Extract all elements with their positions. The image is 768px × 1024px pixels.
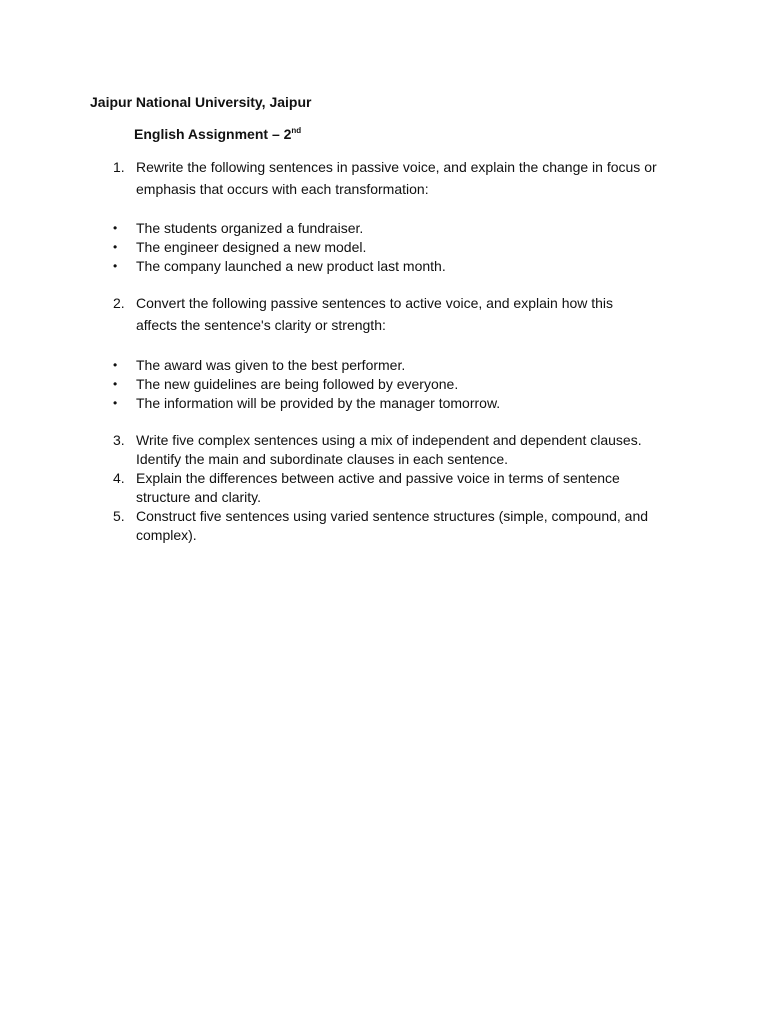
university-name: Jaipur National University, Jaipur <box>90 94 312 110</box>
bullet-icon: • <box>113 396 118 410</box>
question-number: 5. <box>113 508 125 524</box>
question-text: Rewrite the following sentences in passive voice, and explain the change in focus or emphasis that occurs with each transformation: <box>136 159 657 197</box>
bullet-icon: • <box>113 358 118 372</box>
bullet-icon: • <box>113 259 118 273</box>
list-item: • The award was given to the best performer. <box>113 357 406 373</box>
bullet-icon: • <box>113 377 118 391</box>
list-item: • The students organized a fundraiser. <box>113 220 364 236</box>
question-1-bullets <box>0 219 768 276</box>
question-number: 2. <box>113 295 125 311</box>
question-4 <box>0 469 646 507</box>
question-5 <box>0 507 676 545</box>
list-item: • The company launched a new product last month. <box>113 258 446 274</box>
question-2-bullets <box>0 356 768 413</box>
question-2 <box>0 292 768 336</box>
list-item: • The information will be provided by the manager tomorrow. <box>113 395 501 411</box>
question-1 <box>0 156 768 200</box>
question-number: 1. <box>113 159 125 175</box>
question-text: Explain the differences between active and passive voice in terms of sentence structure and clarity. <box>136 470 620 505</box>
question-number: 4. <box>113 470 125 486</box>
list-item: • The engineer designed a new model. <box>113 239 367 255</box>
question-text: Write five complex sentences using a mix of independent and dependent clauses. Identify the main and subordinate clauses in each sentence. <box>136 432 642 467</box>
bullet-icon: • <box>113 240 118 254</box>
question-text: Construct five sentences using varied sentence structures (simple, compound, and complex). <box>136 508 649 543</box>
question-number: 3. <box>113 432 125 448</box>
assignment-title-suffix: nd <box>291 126 302 135</box>
bullet-icon: • <box>113 221 118 235</box>
questions-3-to-5 <box>0 431 768 545</box>
list-item: • The new guidelines are being followed by everyone. <box>113 376 459 392</box>
assignment-title-text: English Assignment – 2 <box>134 126 292 142</box>
question-text: Convert the following passive sentences to active voice, and explain how this affects the sentence's clarity or strength: <box>136 295 614 333</box>
question-3 <box>0 431 676 469</box>
assignment-title <box>134 125 301 144</box>
